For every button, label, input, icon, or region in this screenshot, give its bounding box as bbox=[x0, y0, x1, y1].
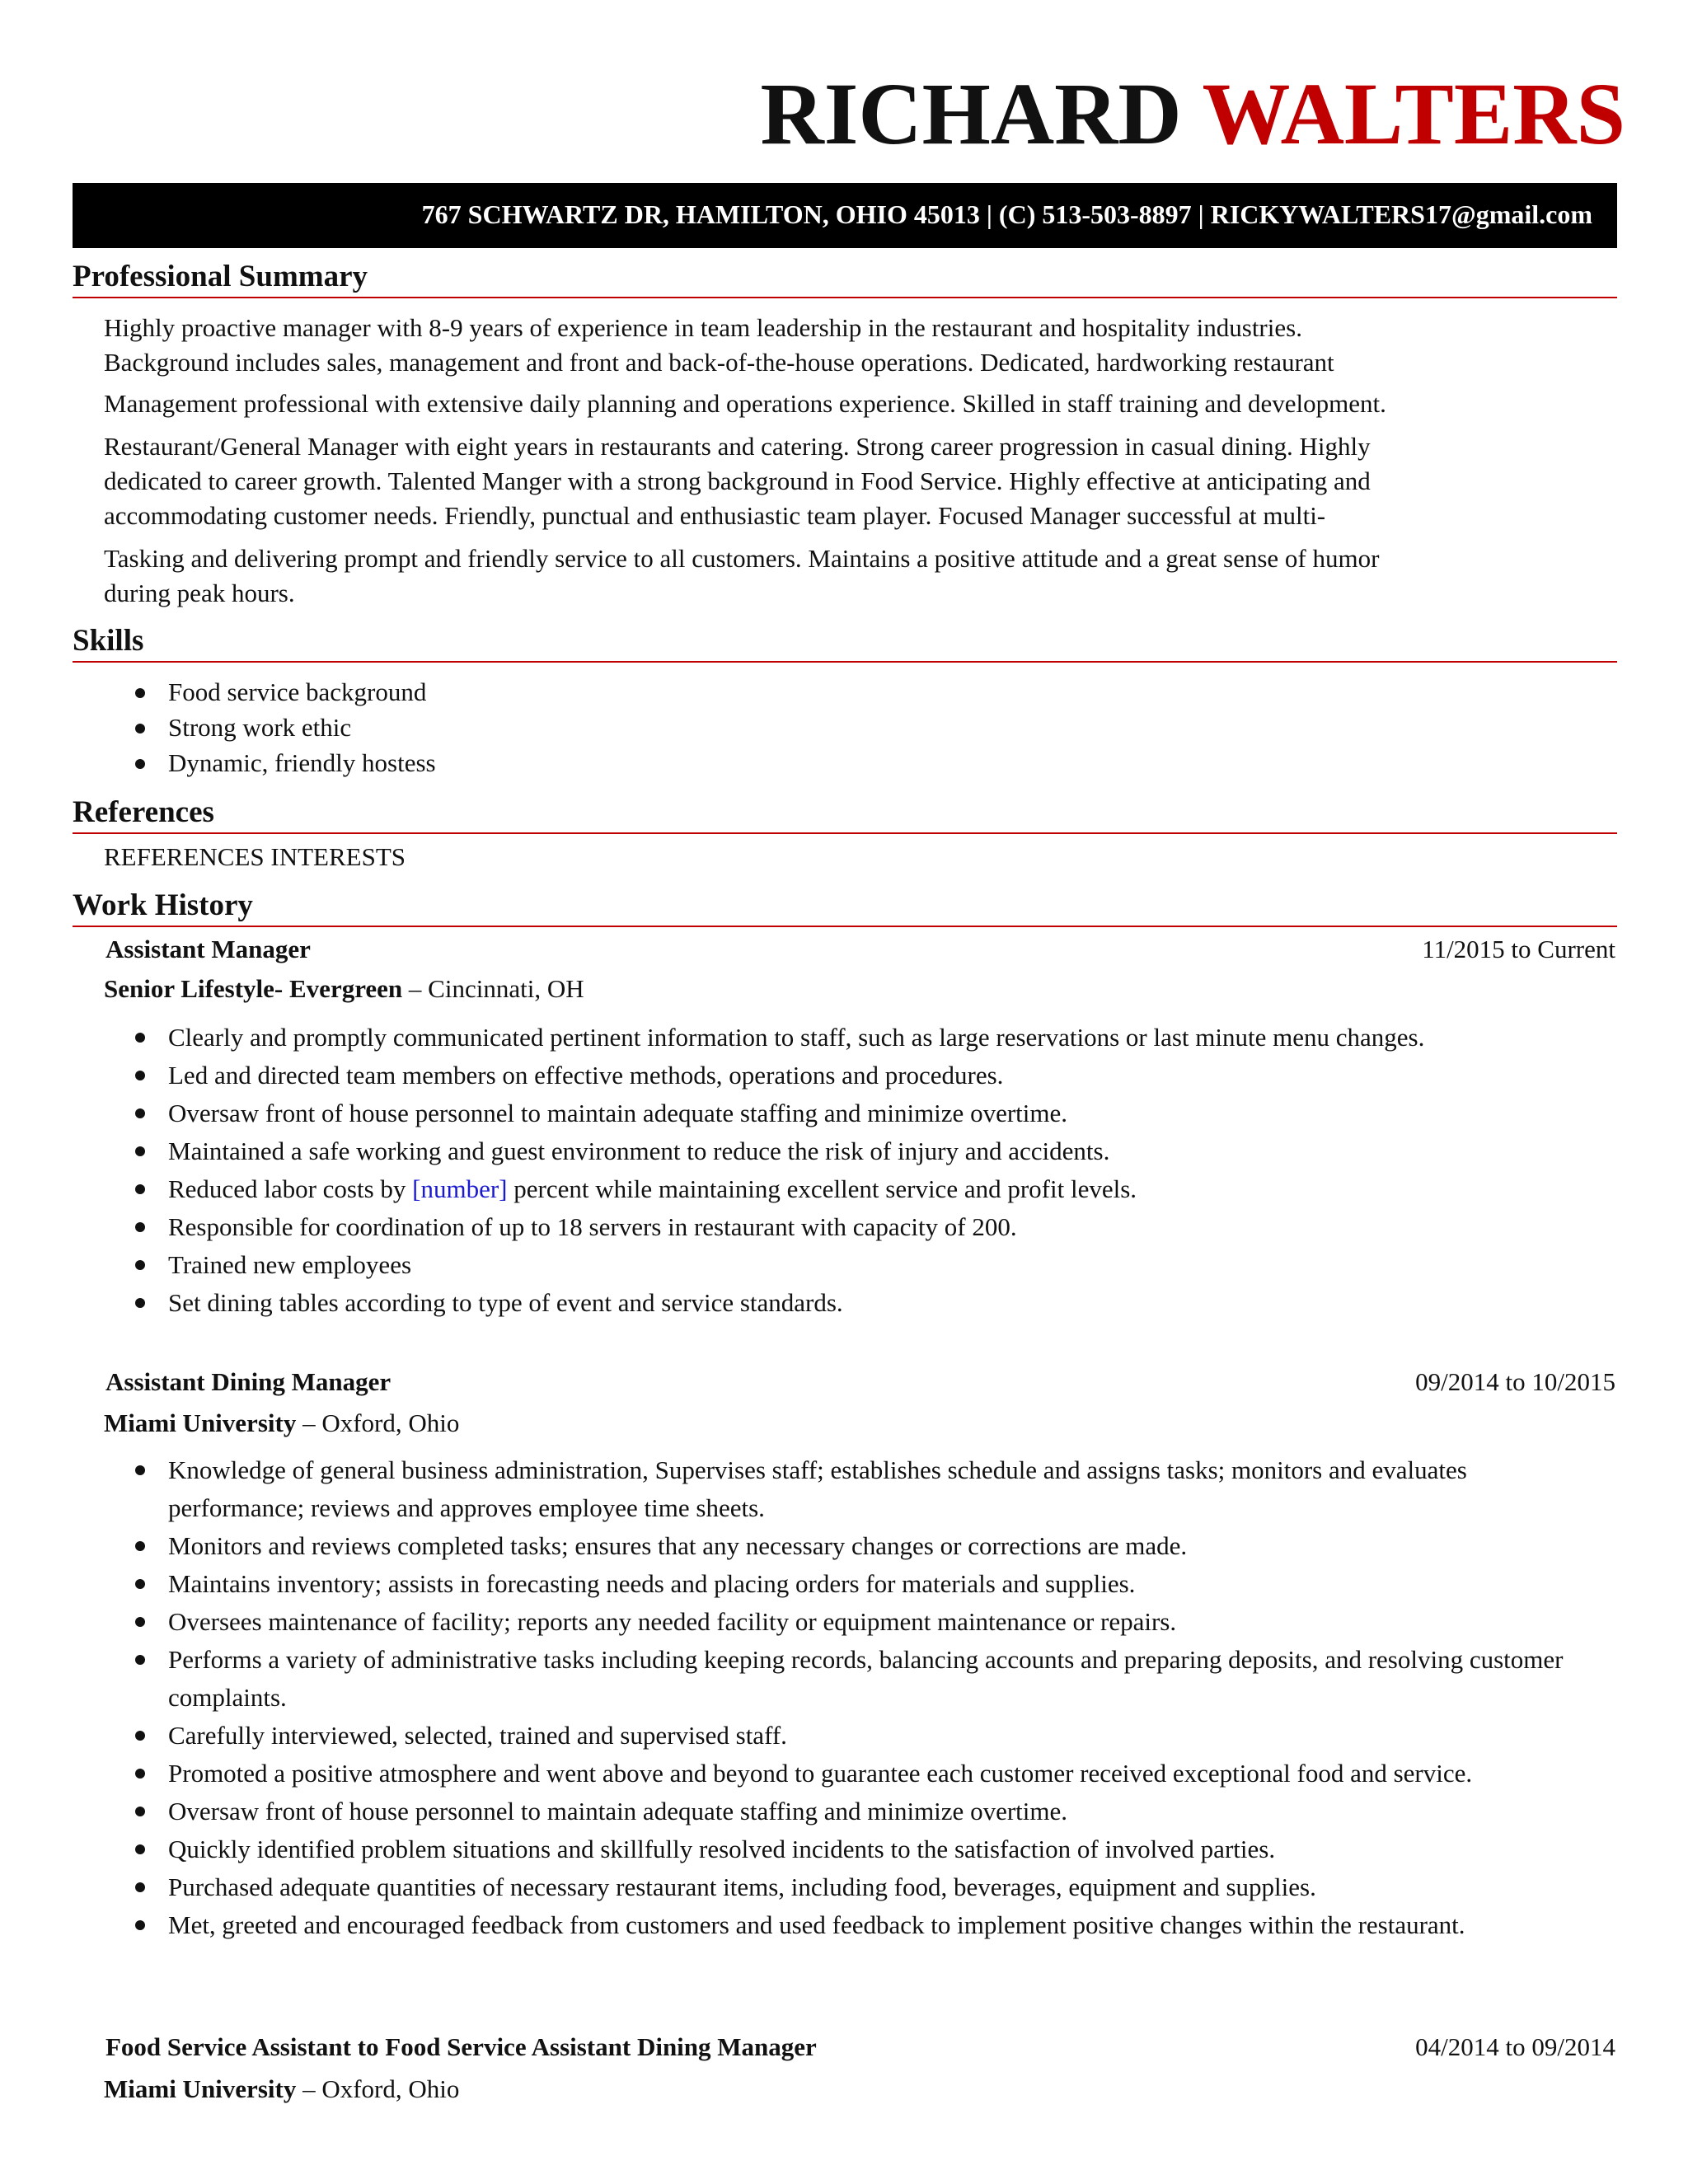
work-history-heading: Work History bbox=[73, 888, 253, 922]
list-item: Oversaw front of house personnel to maintain adequate staffing and minimize overtime. bbox=[104, 1094, 1587, 1132]
bullet-icon bbox=[135, 1579, 145, 1589]
bullet-icon bbox=[135, 1033, 145, 1043]
summary-line: Restaurant/General Manager with eight years in restaurants and catering. Strong career progression in casual dining. Highly bbox=[104, 432, 1371, 461]
job-title: Assistant Dining Manager bbox=[106, 1367, 392, 1396]
list-item: Quickly identified problem situations and skillfully resolved incidents to the satisfaction of involved parties. bbox=[104, 1830, 1587, 1868]
summary-section bbox=[73, 257, 1617, 298]
skills-section bbox=[73, 621, 1617, 663]
bullet-icon bbox=[135, 1844, 145, 1854]
bullet-icon bbox=[135, 1298, 145, 1308]
list-item: Met, greeted and encouraged feedback from customers and used feedback to implement positive changes within the restaurant. bbox=[104, 1906, 1587, 1944]
references-section bbox=[73, 793, 1617, 834]
summary-line: Management professional with extensive daily planning and operations experience. Skilled in staff training and development. bbox=[104, 389, 1386, 418]
list-item: Carefully interviewed, selected, trained and supervised staff. bbox=[104, 1717, 1587, 1755]
list-item: Responsible for coordination of up to 18 servers in restaurant with capacity of 200. bbox=[104, 1208, 1587, 1246]
list-item: Maintained a safe working and guest environment to reduce the risk of injury and accidents. bbox=[104, 1132, 1587, 1170]
contact-bar bbox=[73, 183, 1617, 248]
list-item: Promoted a positive atmosphere and went above and beyond to guarantee each customer received exceptional food and service. bbox=[104, 1755, 1587, 1793]
bullet-icon bbox=[135, 1222, 145, 1232]
list-item: Clearly and promptly communicated pertinent information to staff, such as large reservations or last minute menu changes. bbox=[104, 1019, 1587, 1057]
job-dates: 09/2014 to 10/2015 bbox=[1415, 1367, 1615, 1396]
summary-heading: Professional Summary bbox=[73, 260, 368, 293]
company-name: Miami University bbox=[104, 2074, 297, 2103]
summary-text bbox=[104, 307, 1596, 614]
section-divider bbox=[73, 926, 1617, 927]
bullet-icon bbox=[135, 1260, 145, 1270]
references-text: REFERENCES INTERESTS bbox=[104, 842, 406, 871]
bullet-icon bbox=[135, 1769, 145, 1779]
bullet-icon bbox=[135, 1465, 145, 1475]
job-duties-list bbox=[104, 1019, 1587, 1322]
summary-line: accommodating customer needs. Friendly, punctual and enthusiastic team player. Focused Manager successful at multi- bbox=[104, 501, 1326, 530]
list-item: Strong work ethic bbox=[104, 710, 436, 745]
list-item: Reduced labor costs by [number] percent while maintaining excellent service and profit levels. bbox=[104, 1170, 1587, 1208]
bullet-icon bbox=[135, 1731, 145, 1741]
list-item: Oversees maintenance of facility; reports any needed facility or equipment maintenance or repairs. bbox=[104, 1603, 1587, 1641]
candidate-name bbox=[760, 64, 1625, 166]
work-history-section bbox=[73, 886, 1617, 927]
job-dates: 04/2014 to 09/2014 bbox=[1415, 2032, 1615, 2061]
job-employer bbox=[104, 974, 584, 1004]
first-name: RICHARD bbox=[760, 66, 1182, 163]
skills-heading: Skills bbox=[73, 624, 144, 658]
summary-line: Tasking and delivering prompt and friendly service to all customers. Maintains a positive attitude and a great sense of humor bbox=[104, 544, 1380, 573]
job-employer bbox=[104, 2074, 459, 2104]
bullet-icon bbox=[135, 1807, 145, 1816]
summary-line: Highly proactive manager with 8-9 years of experience in team leadership in the restaurant and hospitality industries. bbox=[104, 313, 1302, 342]
section-divider bbox=[73, 661, 1617, 663]
number-placeholder: [number] bbox=[412, 1174, 508, 1203]
list-item: Monitors and reviews completed tasks; ensures that any necessary changes or corrections are made. bbox=[104, 1527, 1587, 1565]
job-employer bbox=[104, 1408, 459, 1438]
job-title: Food Service Assistant to Food Service Assistant Dining Manager bbox=[106, 2032, 817, 2061]
bullet-icon bbox=[135, 1146, 145, 1156]
bullet-icon bbox=[135, 1655, 145, 1665]
skills-list bbox=[104, 674, 436, 780]
company-name: Miami University bbox=[104, 1408, 297, 1437]
list-item: Led and directed team members on effective methods, operations and procedures. bbox=[104, 1057, 1587, 1094]
company-location: – Oxford, Ohio bbox=[296, 2074, 460, 2103]
list-item: Food service background bbox=[104, 674, 436, 710]
bullet-icon bbox=[135, 1108, 145, 1118]
bullet-icon bbox=[135, 759, 145, 769]
job-duties-list bbox=[104, 1451, 1587, 1944]
list-item: Purchased adequate quantities of necessary restaurant items, including food, beverages, equipment and supplies. bbox=[104, 1868, 1587, 1906]
section-divider bbox=[73, 832, 1617, 834]
last-name: WALTERS bbox=[1202, 66, 1625, 163]
bullet-icon bbox=[135, 1920, 145, 1930]
list-item: Trained new employees bbox=[104, 1246, 1587, 1284]
job-title: Assistant Manager bbox=[106, 935, 311, 963]
bullet-icon bbox=[135, 1184, 145, 1194]
bullet-icon bbox=[135, 1617, 145, 1627]
company-location: – Cincinnati, OH bbox=[402, 974, 584, 1003]
bullet-icon bbox=[135, 724, 145, 733]
bullet-icon bbox=[135, 1071, 145, 1080]
company-name: Senior Lifestyle- Evergreen bbox=[104, 974, 403, 1003]
list-item: Set dining tables according to type of event and service standards. bbox=[104, 1284, 1587, 1322]
bullet-icon bbox=[135, 1882, 145, 1892]
list-item: Oversaw front of house personnel to maintain adequate staffing and minimize overtime. bbox=[104, 1793, 1587, 1830]
list-item: Performs a variety of administrative tasks including keeping records, balancing accounts and preparing deposits, and resolving customer complaints. bbox=[104, 1641, 1587, 1717]
list-item: Maintains inventory; assists in forecasting needs and placing orders for materials and supplies. bbox=[104, 1565, 1587, 1603]
summary-line: Background includes sales, management and front and back-of-the-house operations. Dedicated, hardworking restaurant bbox=[104, 348, 1334, 377]
bullet-icon bbox=[135, 1541, 145, 1551]
contact-info: 767 SCHWARTZ DR, HAMILTON, OHIO 45013 | (C) 513-503-8897 | RICKYWALTERS17@gmail.com bbox=[421, 199, 1592, 229]
list-item: Dynamic, friendly hostess bbox=[104, 745, 436, 780]
summary-line: during peak hours. bbox=[104, 579, 295, 607]
job-dates: 11/2015 to Current bbox=[1422, 935, 1615, 963]
bullet-icon bbox=[135, 688, 145, 698]
section-divider bbox=[73, 297, 1617, 298]
list-item: Knowledge of general business administration, Supervises staff; establishes schedule and assigns tasks; monitors and evaluates performance; reviews and approves employee time sheets. bbox=[104, 1451, 1587, 1527]
references-heading: References bbox=[73, 795, 214, 829]
summary-line: dedicated to career growth. Talented Manger with a strong background in Food Service. Highly effective at anticipating and bbox=[104, 466, 1371, 495]
company-location: – Oxford, Ohio bbox=[296, 1408, 460, 1437]
